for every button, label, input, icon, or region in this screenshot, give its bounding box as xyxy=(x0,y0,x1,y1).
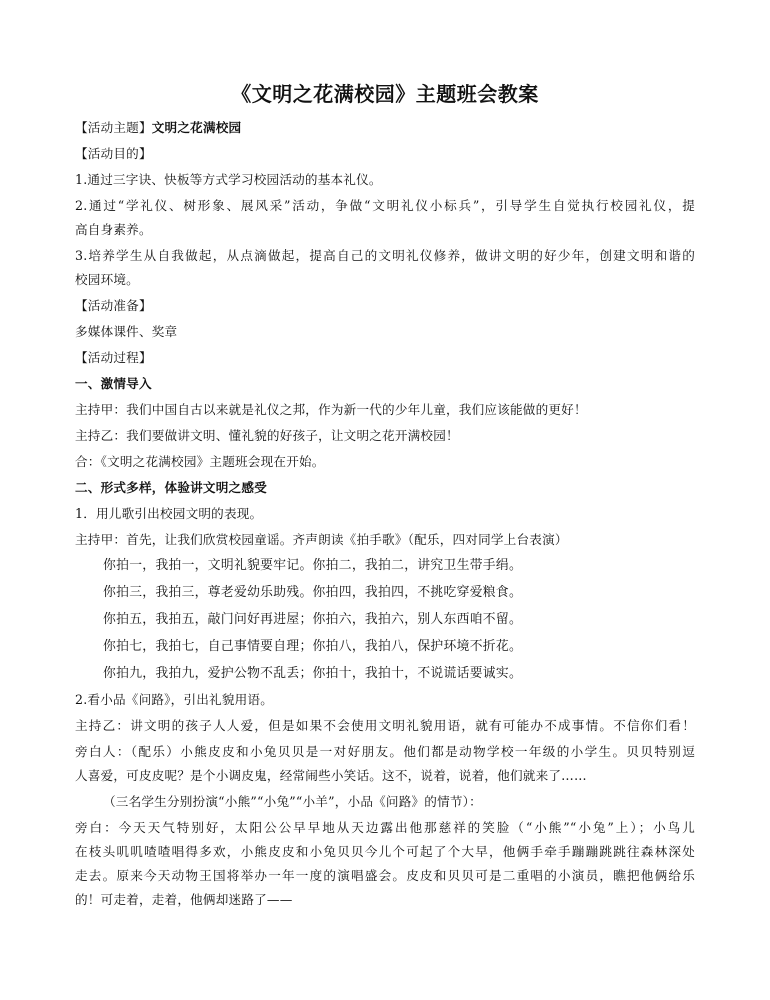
purpose-item-3: 3.培养学生从自我做起，从点滴做起，提高自己的文明礼仪修养，做讲文明的好少年，创建文明和谐的 xyxy=(75,248,695,263)
purpose-item-3-cont: 校园环境。 xyxy=(75,272,139,287)
song-line-3: 你拍五，我拍五，敲门问好再进屋；你拍六，我拍六，别人东西咱不留。 xyxy=(103,612,523,627)
host-a-line: 主持甲：首先，让我们欣赏校园童谣。齐声朗读《拍手歌》（配乐，四对同学上台表演） xyxy=(75,532,568,547)
narrator-1-line-1: 旁白人：（配乐）小熊皮皮和小兔贝贝是一对好朋友。他们都是动物学校一年级的小学生。贝贝特别逗 xyxy=(75,744,695,759)
narrator-2-line-3: 走去。原来今天动物王国将举办一年一度的演唱盛会。皮皮和贝贝可是二重唱的小演员，瞧把他俩给乐 xyxy=(75,868,695,883)
section-1-line-2: 主持乙：我们要做讲文明、懂礼貌的好孩子，让文明之花开满校园！ xyxy=(75,428,459,443)
section-2-heading: 二、形式多样，体验讲文明之感受 xyxy=(75,480,267,495)
narrator-2-line-4: 的！可走着，走着，他俩却迷路了—— xyxy=(75,892,293,907)
stage-note: （三名学生分别扮演“小熊”“小兔”“小羊”，小品《问路》的情节）： xyxy=(103,794,482,809)
purpose-item-2: 2.通过“学礼仪、树形象、展风采”活动，争做“文明礼仪小标兵”，引导学生自觉执行校园礼仪，提 xyxy=(75,198,695,213)
section-1-heading: 一、激情导入 xyxy=(75,376,152,391)
prep-text: 多媒体课件、奖章 xyxy=(75,324,178,339)
prep-heading: 【活动准备】 xyxy=(75,298,152,313)
narrator-2-line-1: 旁白：今天天气特别好，太阳公公早早地从天边露出他那慈祥的笑脸（“小熊”“小兔”上）；小鸟儿 xyxy=(75,820,695,835)
process-heading: 【活动过程】 xyxy=(75,350,152,365)
narrator-1-line-2: 人喜爱，可皮皮呢？是个小调皮鬼，经常闹些小笑话。这不，说着，说着，他们就来了…… xyxy=(75,768,587,783)
theme-label: 【活动主题】 xyxy=(75,120,152,135)
purpose-item-1: 1.通过三字诀、快板等方式学习校园活动的基本礼仪。 xyxy=(75,172,382,187)
purpose-heading: 【活动目的】 xyxy=(75,146,152,161)
section-2-sub-1: 1．用儿歌引出校园文明的表现。 xyxy=(75,506,263,521)
song-line-4: 你拍七，我拍七，自己事情要自理；你拍八，我拍八，保护环境不折花。 xyxy=(103,639,523,654)
song-line-2: 你拍三，我拍三，尊老爱幼乐助残。你拍四，我拍四，不挑吃穿爱粮食。 xyxy=(103,585,523,600)
theme-line xyxy=(75,119,695,137)
song-line-1: 你拍一，我拍一，文明礼貌要牢记。你拍二，我拍二，讲究卫生带手绢。 xyxy=(103,558,523,573)
theme-value: 文明之花满校园 xyxy=(151,120,242,135)
page-title: 《文明之花满校园》主题班会教案 xyxy=(231,82,539,106)
narrator-2-line-2: 在枝头叽叽喳喳唱得多欢，小熊皮皮和小兔贝贝今儿个可起了个大早，他俩手牵手蹦蹦跳跳往森林深处 xyxy=(75,844,695,859)
host-b-line: 主持乙：讲文明的孩子人人爱，但是如果不会使用文明礼貌用语，就有可能办不成事情。不信你们看！ xyxy=(75,718,695,733)
section-1-line-3: 合：《文明之花满校园》主题班会现在开始。 xyxy=(75,454,325,469)
purpose-item-2-cont: 高自身素养。 xyxy=(75,222,152,237)
song-line-5: 你拍九，我拍九，爱护公物不乱丢；你拍十，我拍十，不说谎话要诚实。 xyxy=(103,666,523,681)
section-2-sub-2: 2.看小品《问路》，引出礼貌用语。 xyxy=(75,692,274,707)
section-1-line-1: 主持甲：我们中国自古以来就是礼仪之邦，作为新一代的少年儿童，我们应该能做的更好！ xyxy=(75,402,587,417)
